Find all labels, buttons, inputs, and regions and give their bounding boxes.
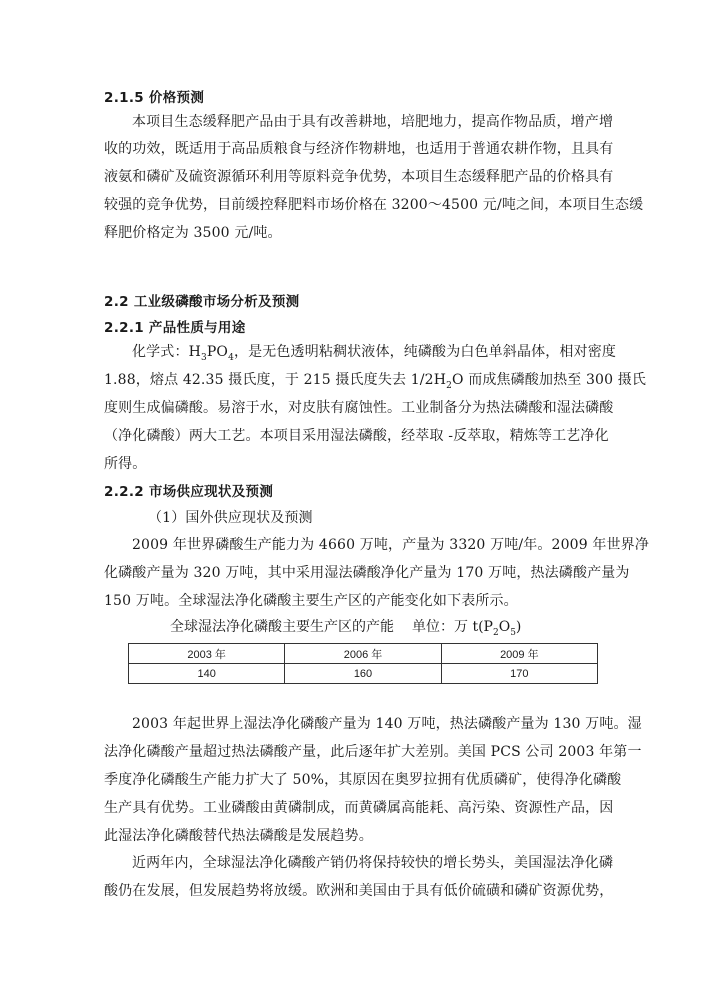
table-row xyxy=(129,664,598,684)
paragraph-line: 度则生成偏磷酸。易溶于水，对皮肤有腐蚀性。工业制备分为热法磷酸和湿法磷酸 xyxy=(104,400,614,416)
paragraph-line: 近两年内，全球湿法净化磷酸产销仍将保持较快的增长势头，美国湿法净化磷 xyxy=(132,855,614,871)
table-cell: 170 xyxy=(441,664,597,684)
table-header-cell: 2009 年 xyxy=(441,644,597,664)
paragraph-line: 液氨和磷矿及硫资源循环利用等原料竞争优势，本项目生态缓释肥产品的价格具有 xyxy=(104,169,614,185)
table-header-cell: 2006 年 xyxy=(285,644,441,664)
paragraph-line: 1.88，熔点 42.35 摄氏度，于 215 摄氏度失去 $1/2H_2O$ 而成焦磷酸加热至 300 摄氏 xyxy=(104,372,647,391)
paragraph-line: 季度净化磷酸生产能力扩大了 50%，其原因在奥罗拉拥有优质磷矿，使得净化磷酸 xyxy=(104,772,622,788)
paragraph-line: 酸仍在发展，但发展趋势将放缓。欧洲和美国由于具有低价硫磺和磷矿资源优势， xyxy=(104,883,614,899)
table-cell: 160 xyxy=(285,664,441,684)
paragraph-line: 此湿法净化磷酸替代热法磷酸是发展趋势。 xyxy=(104,828,373,844)
capacity-table xyxy=(128,643,598,684)
heading-2-2-1: 2.2.1 产品性质与用途 xyxy=(104,320,246,336)
paragraph-line: 所得。 xyxy=(104,456,147,472)
paragraph-line: 法净化磷酸产量超过热法磷酸产量，此后逐年扩大差别。美国 PCS 公司 2003 年第一 xyxy=(104,744,642,760)
heading-2-2-2: 2.2.2 市场供应现状及预测 xyxy=(104,484,274,500)
paragraph-line: 2003 年起世界上湿法净化磷酸产量为 140 万吨，热法磷酸产量为 130 万吨。湿 xyxy=(132,716,642,732)
table-cell: 140 xyxy=(129,664,285,684)
paragraph-line: （净化磷酸）两大工艺。本项目采用湿法磷酸，经萃取 -反萃取，精炼等工艺净化 xyxy=(104,428,609,444)
paragraph-line: 收的功效，既适用于高品质粮食与经济作物耕地，也适用于普通农耕作物，且具有 xyxy=(104,141,614,157)
heading-2-1-5: 2.1.5 价格预测 xyxy=(104,90,205,106)
heading-2-2: 2.2 工业级磷酸市场分析及预测 xyxy=(104,294,300,310)
paragraph-line: 释肥价格定为 3500 元/吨。 xyxy=(104,225,282,241)
table-caption: 全球湿法净化磷酸主要生产区的产能 xyxy=(170,619,394,635)
paragraph-line-formula: 化学式：$H_3PO_4$，是无色透明粘稠状液体，纯磷酸为白色单斜晶体，相对密度 xyxy=(132,344,617,363)
table-header-row xyxy=(129,644,598,664)
paragraph-line: 150 万吨。全球湿法净化磷酸主要生产区的产能变化如下表所示。 xyxy=(104,593,518,609)
paragraph-line: 生产具有优势。工业磷酸由黄磷制成，而黄磷属高能耗、高污染、资源性产品，因 xyxy=(104,800,614,816)
paragraph-line: 2009 年世界磷酸生产能力为 4660 万吨，产量为 3320 万吨/年。2009 年世界净 xyxy=(132,537,649,553)
paragraph-line: 本项目生态缓释肥产品由于具有改善耕地，培肥地力，提高作物品质，增产增 xyxy=(132,114,614,130)
table-unit: 单位：万 $t(P_2O_5)$ xyxy=(412,619,522,638)
subheading: （1）国外供应现状及预测 xyxy=(148,510,313,526)
table-header-cell: 2003 年 xyxy=(129,644,285,664)
paragraph-line: 较强的竞争优势，目前缓控释肥料市场价格在 3200～4500 元/吨之间，本项目生态缓 xyxy=(104,197,644,213)
paragraph-line: 化磷酸产量为 320 万吨，其中采用湿法磷酸净化产量为 170 万吨，热法磷酸产量为 xyxy=(104,565,630,581)
